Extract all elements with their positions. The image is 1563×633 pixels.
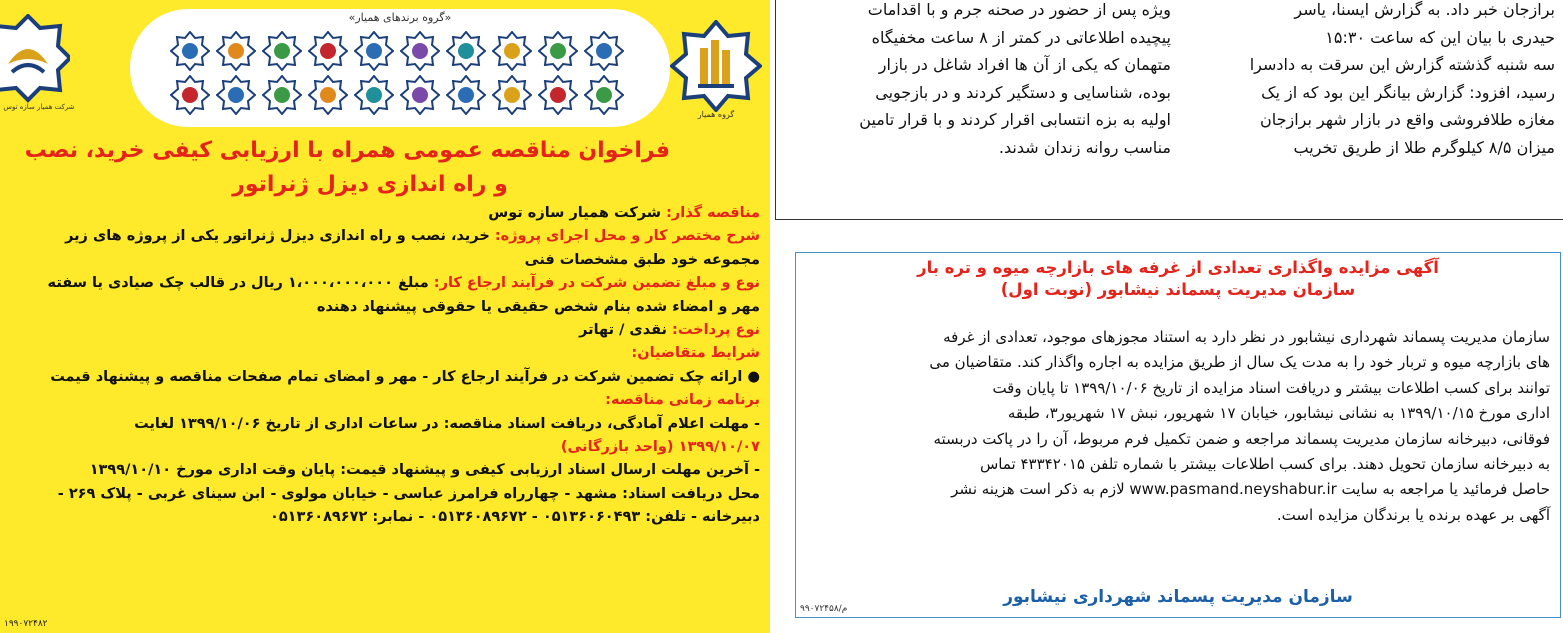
auction-line: فوقانی، دبیرخانه سازمان مدیریت پسماند مراجعه و ضمن تکمیل فرم مربوط، آن را در پاکت دربسته xyxy=(933,429,1550,448)
auction-line: حاصل فرمائید یا مراجعه به سایت www.pasmand.neyshabur.ir لازم به ذکر است هزینه نشر xyxy=(951,480,1550,499)
partner-logo-icon xyxy=(584,31,624,71)
news-line: مغازه طلافروشی واقع در بازار شهر برازجان xyxy=(1259,110,1555,129)
tender-line: - مهلت اعلام آمادگی، دریافت اسناد مناقصه: در ساعات اداری از تاریخ ۱۳۹۹/۱۰/۰۶ لغایت xyxy=(134,415,760,432)
partner-logo-icon xyxy=(538,31,578,71)
auction-line: به دبیرخانه سازمان تحویل دهند. برای کسب اطلاعات بیشتر با شماره تلفن ۴۳۳۴۲۰۱۵ تماس xyxy=(979,454,1550,473)
tender-line: نوع پرداخت: نقدی / تهاتر xyxy=(579,321,760,338)
partner-logo-icon xyxy=(400,31,440,71)
partners-title: «گروه برندهای همیار» xyxy=(348,11,452,24)
news-line: پیچیده اطلاعاتی در کمتر از ۸ ساعت مخفیگاه xyxy=(871,27,1171,47)
partner-logo-icon xyxy=(262,75,302,115)
partner-logo-icon xyxy=(446,31,486,71)
tender-line: نوع و مبلغ تضمین شرکت در فرآیند ارجاع کار: مبلغ ۱،۰۰۰،۰۰۰،۰۰۰ ریال در قالب چک صیادی یا سفته xyxy=(47,275,760,292)
news-line: میزان ۸/۵ کیلوگرم طلا از طریق تخریب xyxy=(1293,137,1555,157)
tender-line: مجموعه خود طبق مشخصات فنی xyxy=(524,251,760,268)
partner-logo-icon xyxy=(354,31,394,71)
tender-line: دبیرخانه - تلفن: ۰۵۱۳۶۰۶۰۴۹۳ - ۰۵۱۳۶۰۸۹۶۷۲ - نمابر: ۰۵۱۳۶۰۸۹۶۷۲ xyxy=(269,509,760,526)
tender-code: ۱۹۹۰۷۲۴۸۲ xyxy=(4,619,48,629)
auction-line: توانند برای کسب اطلاعات بیشتر و دریافت اسناد مزایده از تاریخ ۱۳۹۹/۱۰/۰۶ تا پایان وقت xyxy=(992,378,1550,397)
partner-logo-icon xyxy=(492,75,532,115)
tender-line: ● ارائه چک تضمین شرکت در فرآیند ارجاع کار - مهر و امضای تمام صفحات مناقصه و پیشنهاد قیمت xyxy=(50,368,760,385)
tender-line: محل دریافت اسناد: مشهد - چهارراه فرامرز عباسی - خیابان مولوی - ابن سینای غربی - پلاک ۲۶۹ - xyxy=(57,485,760,502)
auction-title xyxy=(796,257,1560,301)
tender-line: مناقصه گذار: شرکت همیار سازه توس xyxy=(488,205,760,221)
news-line: بوده، شناسایی و دستگیر کردند و در بازجویی xyxy=(875,82,1171,102)
tender-line: - آخرین مهلت ارسال اسناد ارزیابی کیفی و پیشنهاد قیمت: پایان وقت اداری مورخ ۱۳۹۹/۱۰/۱۰ xyxy=(89,462,760,479)
partner-logo-icon xyxy=(170,75,210,115)
tender-line: شرایط متقاضیان: xyxy=(631,345,760,362)
news-line: سه شنبه گذشته گزارش این سرقت به دادسرا xyxy=(1249,55,1555,74)
news-line: برازجان خبر داد. به گزارش ایسنا، یاسر xyxy=(1294,0,1555,19)
brand-right-caption: گروه همیار xyxy=(697,110,735,119)
tender-line: برنامه زمانی مناقصه: xyxy=(605,392,760,409)
partner-logo-icon xyxy=(538,75,578,115)
auction-signature: سازمان مدیریت پسماند شهرداری نیشابور xyxy=(1003,587,1353,607)
hamyar-group-logo-icon xyxy=(670,20,762,112)
brand-left-caption: شرکت همیار سازه توس xyxy=(3,103,75,111)
partner-logo-icon xyxy=(262,31,302,71)
partner-logo-icon xyxy=(308,75,348,115)
partner-logo-grid xyxy=(170,31,630,115)
news-column-left xyxy=(859,0,1171,161)
tender-line: ۱۳۹۹/۱۰/۰۷ (واحد بازرگانی) xyxy=(560,438,760,455)
partner-logo-icon xyxy=(216,75,256,115)
news-line: اولیه به بزه انتسابی اقرار کردند و با قرار تامین xyxy=(859,110,1171,129)
news-line: رسید، افزود: گزارش بیانگر این بود که از یک xyxy=(1261,82,1555,102)
partner-brands-box xyxy=(130,9,670,127)
news-line: متهمان که یکی از آن ها افراد شاغل در بازار xyxy=(878,55,1171,74)
tender-line: مهر و امضاء شده بنام شخص حقیقی یا حقوقی پیشنهاد دهنده xyxy=(316,298,760,315)
partner-logo-icon xyxy=(400,75,440,115)
tender-body xyxy=(0,202,760,529)
news-line: حیدری با بیان این که ساعت ۱۵:۳۰ xyxy=(1325,27,1555,47)
partner-logo-icon xyxy=(354,75,394,115)
tender-title xyxy=(24,134,670,202)
hamyar-saze-logo-icon xyxy=(0,14,70,114)
news-line: مناسب روانه زندان شدند. xyxy=(998,137,1171,157)
partner-logo-icon xyxy=(216,31,256,71)
auction-advertisement xyxy=(795,252,1561,618)
auction-title-line1: آگهی مزایده واگذاری تعدادی از غرفه های بازارچه میوه و تره بار xyxy=(917,258,1439,277)
tender-advertisement xyxy=(0,0,770,633)
tender-line: شرح مختصر کار و محل اجرای پروژه: خرید، نصب و راه اندازی دیزل ژنراتور یکی از پروژه های زیر xyxy=(65,228,760,245)
auction-line: اداری مورخ ۱۳۹۹/۱۰/۱۵ به نشانی نیشابور، خیابان ۱۷ شهریور، نبش ۱۷ شهریور۳، طبقه xyxy=(1007,404,1550,423)
tender-title-line1: فراخوان مناقصه عمومی همراه با ارزیابی کیفی خرید، نصب xyxy=(24,138,670,163)
auction-title-line2: سازمان مدیریت پسماند نیشابور (نوبت اول) xyxy=(1000,280,1356,299)
news-article xyxy=(775,0,1563,220)
auction-line: آگهی بر عهده برنده یا برندگان مزایده است. xyxy=(1276,505,1550,524)
tender-header xyxy=(0,0,770,132)
tender-title-line2: و راه اندازی دیزل ژنراتور xyxy=(232,172,508,197)
news-line: ویژه پس از حضور در صحنه جرم و با اقدامات xyxy=(867,0,1171,19)
partner-logo-icon xyxy=(584,75,624,115)
auction-line: سازمان مدیریت پسماند شهرداری نیشابور در نظر دارد به استناد مجوزهای موجود، تعدادی از غرفه xyxy=(943,328,1550,346)
news-column-right xyxy=(1175,0,1555,161)
auction-body xyxy=(800,325,1550,528)
partner-logo-icon xyxy=(492,31,532,71)
partner-logo-icon xyxy=(170,31,210,71)
auction-code: ۹۹۰۷۲۴۵۸/م xyxy=(800,604,848,614)
partner-logo-icon xyxy=(446,75,486,115)
auction-line: های بازارچه میوه و تربار خود را به مدت یک سال از طریق مزایده به اجاره واگذار کند. متقاضیان می xyxy=(929,353,1550,372)
partner-logo-icon xyxy=(308,31,348,71)
